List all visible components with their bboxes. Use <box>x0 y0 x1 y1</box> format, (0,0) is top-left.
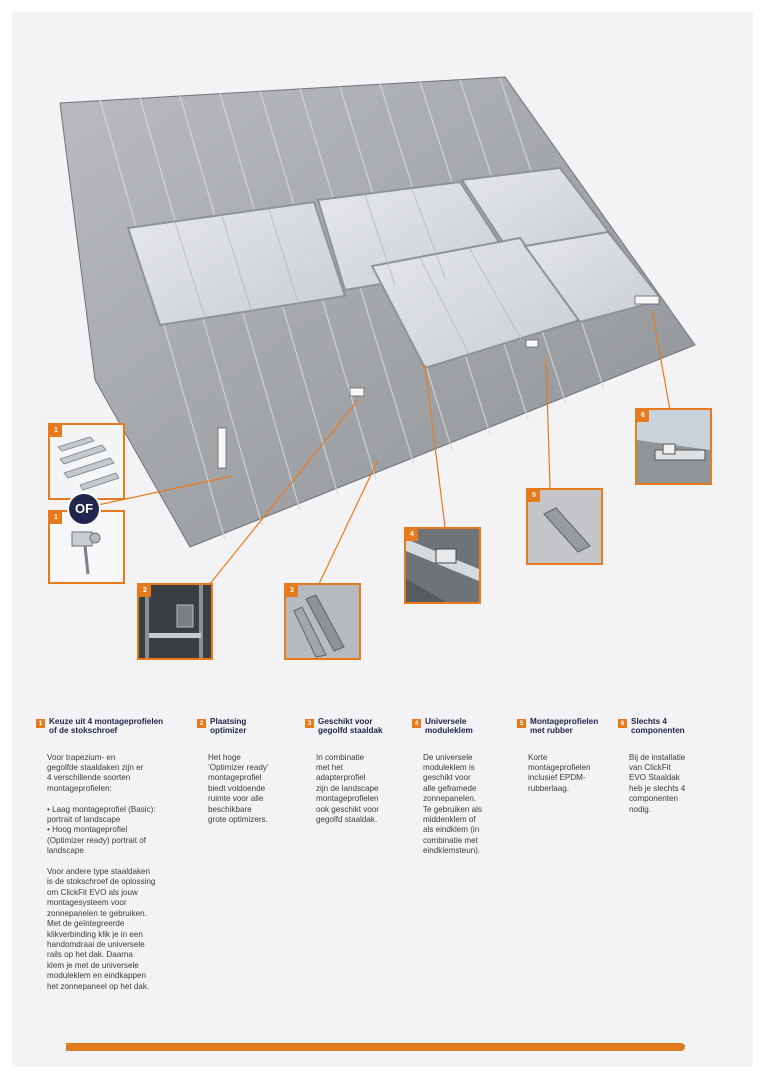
column-body: Bij de installatie van ClickFit EVO Staaldak heb je slechts 4 componenten nodig. <box>629 752 686 814</box>
thumb-number: 1 <box>50 512 62 524</box>
thumb-number: 1 <box>50 425 62 437</box>
column-title: Slechts 4 componenten <box>631 717 685 735</box>
column-body: Korte montageprofielen inclusief EPDM- rubberlaag. <box>528 752 591 793</box>
column-title: Montageprofielen met rubber <box>530 717 599 735</box>
thumb-number: 5 <box>528 490 540 502</box>
footer-accent-bar <box>66 1043 685 1051</box>
column-title: Geschikt voor gegolfd staaldak <box>318 717 383 735</box>
thumb-corrugated-roof-profile <box>284 583 361 660</box>
thumb-number: 6 <box>637 410 649 422</box>
thumb-optimizer-profile <box>137 583 213 660</box>
column-body: De universele moduleklem is geschikt voor alle geframede zonnepanelen. Te gebruiken als middenklem of als eindklem (in combinatie met eindklemsteun). <box>423 752 482 856</box>
column-number: 4 <box>412 719 421 728</box>
column-title: Plaatsing optimizer <box>210 717 247 735</box>
column-number: 6 <box>618 719 627 728</box>
or-badge: OF <box>67 492 101 526</box>
column-6 <box>618 718 708 815</box>
column-body: Het hoge ‘Optimizer ready’ montageprofiel biedt voldoende ruimte voor alle beschikbare grote optimizers. <box>208 752 269 825</box>
thumb-universal-clamp <box>404 527 481 604</box>
column-title: Keuze uit 4 montageprofielen of de stokschroef <box>49 717 164 735</box>
column-title: Universele moduleklem <box>425 717 473 735</box>
column-body: Voor trapezium- en gegolfde staaldaken zijn er 4 verschillende soorten montageprofielen: • Laag montageprofiel (Basic): portrait of landscape • Hoog montageprofiel (Optimizer ready) portrait of landscape Voor andere type staaldaken is de stokschroef de oplossing om ClickFit EVO als jouw montagesysteem voor zonnepanelen te gebruiken. Met de geïntegreerde klikverbinding klik je in een handomdraai de universele rails op het dak. Daarna klem je met de universele moduleklem en eindkappen het zonnepaneel op het dak. <box>47 752 156 991</box>
column-4 <box>412 718 507 857</box>
column-number: 2 <box>197 719 206 728</box>
thumb-clickfit-components <box>635 408 712 485</box>
thumb-mounting-profiles <box>48 423 125 500</box>
column-1 <box>36 718 186 992</box>
thumb-number: 4 <box>406 529 418 541</box>
thumb-rubber-profile <box>526 488 603 565</box>
thumb-number: 2 <box>139 585 151 597</box>
column-number: 3 <box>305 719 314 728</box>
column-body: In combinatie met het adapterprofiel zijn de landscape montageprofielen ook geschikt voor gegolfd staaldak. <box>316 752 379 825</box>
column-number: 5 <box>517 719 526 728</box>
column-3 <box>305 718 405 825</box>
column-5 <box>517 718 617 794</box>
column-number: 1 <box>36 719 45 728</box>
thumb-number: 3 <box>286 585 298 597</box>
column-2 <box>197 718 292 825</box>
